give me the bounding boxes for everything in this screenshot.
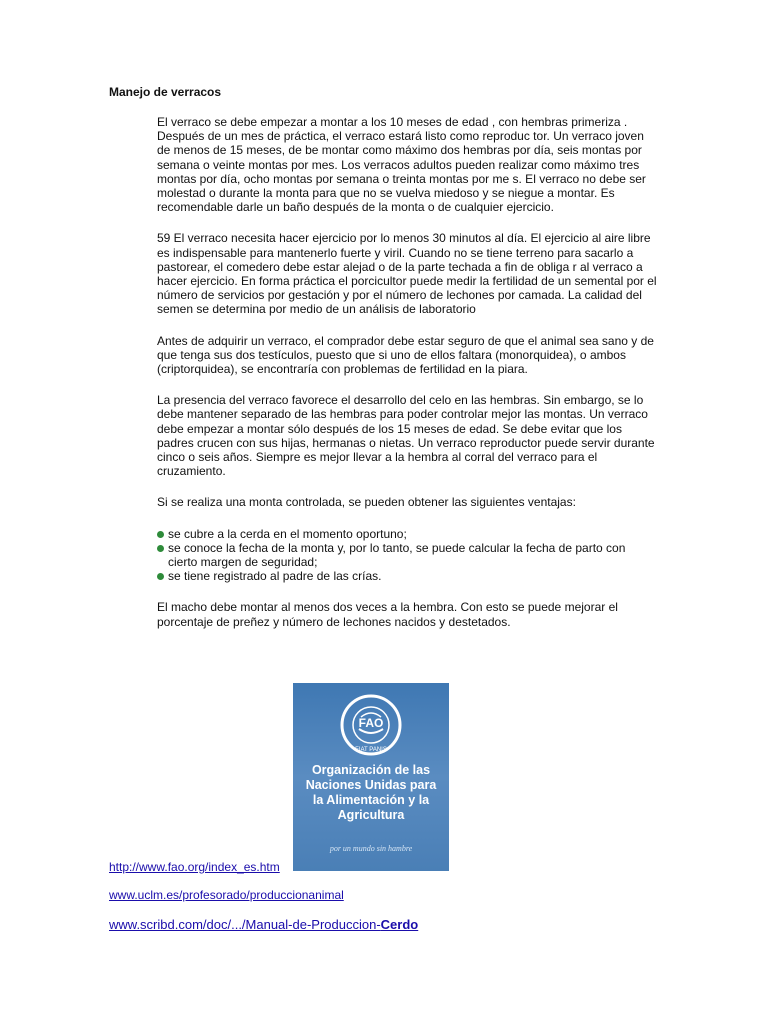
scribd-link[interactable] — [109, 917, 418, 932]
page-title: Manejo de verracos — [109, 85, 222, 99]
list-item: se tiene registrado al padre de las crías. — [157, 569, 657, 583]
scribd-link-prefix: www.scribd.com/doc/.../Manual-de-Produccion- — [109, 917, 381, 932]
fao-motto: por un mundo sin hambre — [329, 844, 413, 853]
article-body — [157, 115, 657, 646]
svg-text:FAO: FAO — [358, 716, 384, 730]
paragraph-2: 59 El verraco necesita hacer ejercicio por lo menos 30 minutos al día. El ejercicio al aire libre es indispensable para mantenerlo fuerte y viril. Cuando no se tiene terreno para sacarlo a pastorear, el comedero debe estar alejad o de la parte techada a fin de obliga r al verraco a hacer ejercicio. En forma práctica el porcicultor puede medir la fertilidad de un semental por el número de servicios por gestación y por el número de lechones por camada. La calidad del semen se determina por medio de un análisis de laboratorio — [157, 231, 657, 317]
uclm-link[interactable]: www.uclm.es/profesorado/produccionanimal — [109, 888, 344, 902]
list-item: se cubre a la cerda en el momento oportuno; — [157, 527, 657, 541]
closing-paragraph: El macho debe montar al menos dos veces a la hembra. Con esto se puede mejorar el porcentaje de preñez y número de lechones nacidos y destetados. — [157, 600, 618, 629]
fao-organization-name: Organización de las Naciones Unidas para la Alimentación y la Agricultura — [305, 763, 437, 822]
fao-link[interactable]: http://www.fao.org/index_es.htm — [109, 860, 280, 874]
svg-text:FIAT PANIS: FIAT PANIS — [355, 747, 387, 753]
fao-emblem-icon — [339, 693, 403, 757]
paragraph-3: Antes de adquirir un verraco, el comprador debe estar seguro de que el animal sea sano y de que tenga sus dos testículos, puesto que si uno de ellos faltara (monorquidea), o ambos (criptorquidea), se encontraría con problemas de fertilidad en la piara. — [157, 333, 654, 377]
list-item: se conoce la fecha de la monta y, por lo tanto, se puede calcular la fecha de parto con cierto margen de seguridad; — [157, 541, 657, 569]
paragraph-4: La presencia del verraco favorece el desarrollo del celo en las hembras. Sin embargo, se lo debe mantener separado de las hembras para poder controlar mejor las montas. Un verraco debe empezar a montar sólo después de los 15 meses de edad. Se debe evitar que los padres crucen con sus hijas, hermanas o nietas. Un verraco reproductor puede servir durante cinco o seis años. Siempre es mejor llevar a la hembra al corral del verraco para el cruzamiento. — [157, 393, 655, 479]
scribd-link-keyword: Cerdo — [380, 917, 419, 932]
advantages-list — [157, 527, 657, 584]
fao-logo-image — [293, 683, 449, 871]
paragraph-5: Si se realiza una monta controlada, se pueden obtener las siguientes ventajas: — [157, 495, 576, 510]
paragraph-1: El verraco se debe empezar a montar a los 10 meses de edad , con hembras primeriza . Después de un mes de práctica, el verraco estará listo como reproduc tor. Un verraco joven de menos de 15 meses, de be montar como máximo dos hembras por día, seis montas por semana o veinte montas por mes. Los verracos adultos pueden realizar como máximo tres montas por día, ocho montas por semana o treinta montas por me s. El verraco no debe ser molestad o durante la monta para que no se vuelva miedoso y se niegue a montar. Es recomendable darle un baño después de la monta o de cualquier ejercicio. — [157, 115, 646, 215]
